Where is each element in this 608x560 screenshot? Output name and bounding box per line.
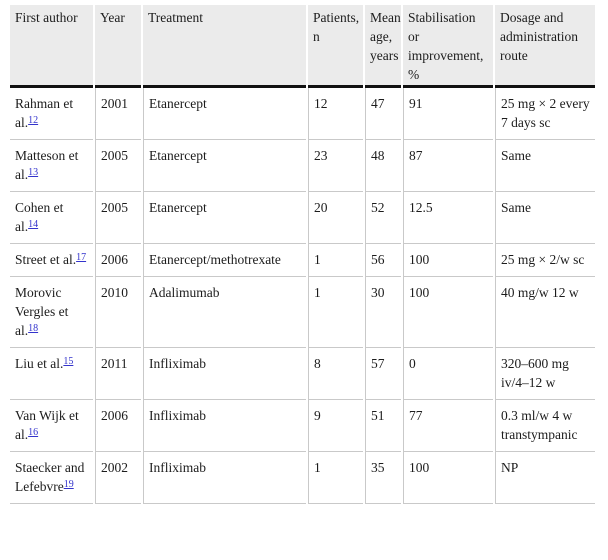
cell-stabilisation: 12.5 [403,192,493,244]
cell-mean-age: 56 [365,244,401,277]
cell-first-author [10,140,93,192]
header-label: Stabilisation or improvement, % [408,10,484,82]
reference-superscript [63,356,73,367]
header-label: Mean age, years [370,10,401,63]
cell-mean-age: 35 [365,452,401,504]
reference-superscript [28,323,38,334]
table-row [10,400,595,452]
cell-first-author [10,452,93,504]
cell-patients: 23 [308,140,363,192]
reference-superscript [76,252,86,263]
header-label: Treatment [148,10,203,25]
author-text: Morovic Vergles et al. [15,285,69,338]
cell-patients: 12 [308,88,363,140]
reference-link-14[interactable]: 14 [28,219,39,230]
author-text: Liu et al. [15,356,64,371]
reference-link-15[interactable]: 15 [63,356,74,367]
author-text: Cohen et al. [15,200,64,234]
author-text: Street et al. [15,252,77,267]
cell-treatment: Adalimumab [143,277,306,348]
cell-stabilisation: 91 [403,88,493,140]
reference-superscript [64,479,74,490]
reference-link-17[interactable]: 17 [76,252,87,263]
cell-stabilisation: 87 [403,140,493,192]
cell-year: 2006 [95,400,141,452]
cell-treatment: Etanercept [143,140,306,192]
cell-treatment: Infliximab [143,348,306,400]
cell-first-author [10,88,93,140]
author-text: Van Wijk et al. [15,408,79,442]
table-row [10,348,595,400]
paper-table [8,5,597,504]
reference-superscript [28,167,38,178]
cell-patients: 9 [308,400,363,452]
cell-patients: 8 [308,348,363,400]
reference-link-18[interactable]: 18 [28,323,39,334]
table-header [10,5,595,88]
author-text: Matteson et al. [15,148,79,182]
cell-first-author [10,244,93,277]
table-row [10,192,595,244]
table-body [10,88,595,504]
reference-superscript [28,427,38,438]
cell-treatment: Etanercept/methotrexate [143,244,306,277]
cell-first-author [10,192,93,244]
reference-link-19[interactable]: 19 [63,479,74,490]
cell-mean-age: 51 [365,400,401,452]
cell-patients: 1 [308,277,363,348]
author-text: Staecker and Lefebvre [15,460,85,494]
column-header-first-author [10,5,93,88]
cell-dosage: Same [495,140,595,192]
cell-dosage: 25 mg × 2 every 7 days sc [495,88,595,140]
author-text: Rahman et al. [15,96,74,130]
cell-year: 2005 [95,192,141,244]
column-header-year [95,5,141,88]
column-header-mean-age [365,5,401,88]
cell-year: 2001 [95,88,141,140]
cell-dosage: 320–600 mg iv/4–12 w [495,348,595,400]
cell-mean-age: 47 [365,88,401,140]
cell-dosage: 40 mg/w 12 w [495,277,595,348]
header-label: Year [100,10,125,25]
header-label: Patients, n [313,10,360,44]
cell-dosage: 25 mg × 2/w sc [495,244,595,277]
cell-dosage: Same [495,192,595,244]
cell-first-author [10,348,93,400]
reference-link-12[interactable]: 12 [28,115,39,126]
cell-year: 2005 [95,140,141,192]
cell-patients: 1 [308,244,363,277]
cell-year: 2006 [95,244,141,277]
table-row [10,452,595,504]
reference-superscript [28,219,38,230]
cell-first-author [10,277,93,348]
cell-year: 2002 [95,452,141,504]
cell-stabilisation: 100 [403,452,493,504]
table-row [10,277,595,348]
cell-dosage: 0.3 ml/w 4 w transtympanic [495,400,595,452]
column-header-stabilisation [403,5,493,88]
column-header-patients [308,5,363,88]
table-row [10,88,595,140]
reference-link-13[interactable]: 13 [28,167,39,178]
cell-treatment: Infliximab [143,400,306,452]
cell-treatment: Infliximab [143,452,306,504]
cell-first-author [10,400,93,452]
cell-year: 2011 [95,348,141,400]
cell-patients: 1 [308,452,363,504]
cell-treatment: Etanercept [143,88,306,140]
reference-superscript [28,115,38,126]
header-label: Dosage and administration route [500,10,578,63]
cell-treatment: Etanercept [143,192,306,244]
cell-mean-age: 52 [365,192,401,244]
cell-mean-age: 57 [365,348,401,400]
cell-mean-age: 48 [365,140,401,192]
cell-stabilisation: 77 [403,400,493,452]
column-header-treatment [143,5,306,88]
cell-stabilisation: 100 [403,277,493,348]
table-row [10,244,595,277]
table-row [10,140,595,192]
cell-dosage: NP [495,452,595,504]
column-header-dosage [495,5,595,88]
cell-year: 2010 [95,277,141,348]
reference-link-16[interactable]: 16 [28,427,39,438]
cell-stabilisation: 100 [403,244,493,277]
cell-mean-age: 30 [365,277,401,348]
header-label: First author [15,10,78,25]
cell-patients: 20 [308,192,363,244]
header-row [10,5,595,88]
cell-stabilisation: 0 [403,348,493,400]
